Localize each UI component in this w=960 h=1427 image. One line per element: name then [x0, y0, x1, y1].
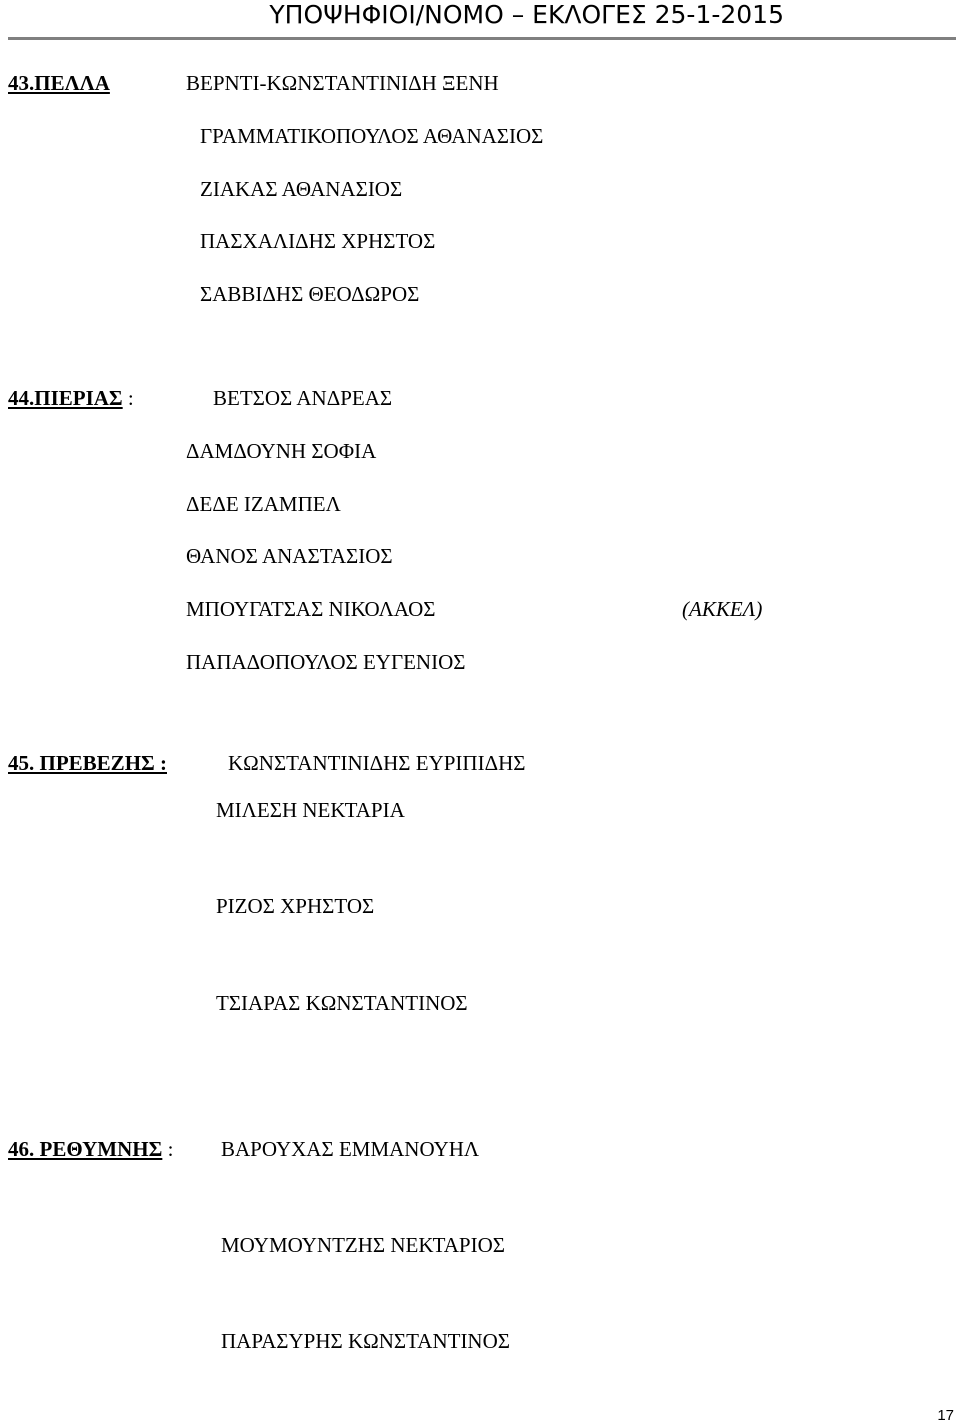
page-header-title: ΥΠΟΨΗΦΙΟΙ/ΝΟΜΟ – ΕΚΛΟΓΕΣ 25-1-2015: [269, 0, 784, 29]
candidate-name: ΖΙΑΚΑΣ ΑΘΑΝΑΣΙΟΣ: [200, 177, 403, 201]
candidate-name: ΤΣΙΑΡΑΣ ΚΩΝΣΤΑΝΤΙΝΟΣ: [216, 991, 468, 1015]
party-note: (ΑΚΚΕΛ): [682, 597, 763, 621]
section-heading-pella: 43.ΠΕΛΛΑ: [8, 71, 110, 95]
candidate-name: ΜΠΟΥΓΑΤΣΑΣ ΝΙΚΟΛΑΟΣ: [186, 597, 436, 621]
candidate-name: ΒΑΡΟΥΧΑΣ ΕΜΜΑΝΟΥΗΛ: [221, 1137, 480, 1161]
section-heading-preveza: 45. ΠΡΕΒΕΖΗΣ :: [8, 751, 167, 775]
candidate-name: ΚΩΝΣΤΑΝΤΙΝΙΔΗΣ ΕΥΡΙΠΙΔΗΣ: [228, 751, 526, 775]
candidate-name: ΣΑΒΒΙΔΗΣ ΘΕΟΔΩΡΟΣ: [200, 282, 420, 306]
candidate-name: ΓΡΑΜΜΑΤΙΚΟΠΟΥΛΟΣ ΑΘΑΝΑΣΙΟΣ: [200, 124, 544, 148]
candidate-name: ΘΑΝΟΣ ΑΝΑΣΤΑΣΙΟΣ: [186, 544, 393, 568]
candidate-name: ΜΙΛΕΣΗ ΝΕΚΤΑΡΙΑ: [216, 798, 405, 822]
candidate-name: ΠΑΣΧΑΛΙΔΗΣ ΧΡΗΣΤΟΣ: [200, 229, 436, 253]
heading-colon: :: [122, 386, 134, 410]
candidate-name: ΒΕΤΣΟΣ ΑΝΔΡΕΑΣ: [213, 386, 393, 410]
candidate-name: ΒΕΡΝΤΙ-ΚΩΝΣΤΑΝΤΙΝΙΔΗ ΞΕΝΗ: [186, 71, 499, 95]
candidate-name: ΔΕΔΕ ΙΖΑΜΠΕΛ: [186, 492, 341, 516]
header-divider: [8, 37, 956, 40]
candidate-name: ΠΑΠΑΔΟΠΟΥΛΟΣ ΕΥΓΕΝΙΟΣ: [186, 650, 466, 674]
candidate-name: ΜΟΥΜΟΥΝΤΖΗΣ ΝΕΚΤΑΡΙΟΣ: [221, 1233, 505, 1257]
candidate-name: ΔΑΜΔΟΥΝΗ ΣΟΦΙΑ: [186, 439, 377, 463]
section-heading-text: 46. ΡΕΘΥΜΝΗΣ: [8, 1137, 163, 1161]
section-heading-text: 44.ΠΙΕΡΙΑΣ: [8, 386, 123, 410]
section-heading-rethymno: [8, 1139, 173, 1160]
page-number: 17: [937, 1407, 954, 1424]
heading-colon: :: [162, 1137, 174, 1161]
candidate-name: ΡΙΖΟΣ ΧΡΗΣΤΟΣ: [216, 894, 375, 918]
section-heading-pieria: [8, 388, 134, 409]
candidate-name: ΠΑΡΑΣΥΡΗΣ ΚΩΝΣΤΑΝΤΙΝΟΣ: [221, 1329, 510, 1353]
